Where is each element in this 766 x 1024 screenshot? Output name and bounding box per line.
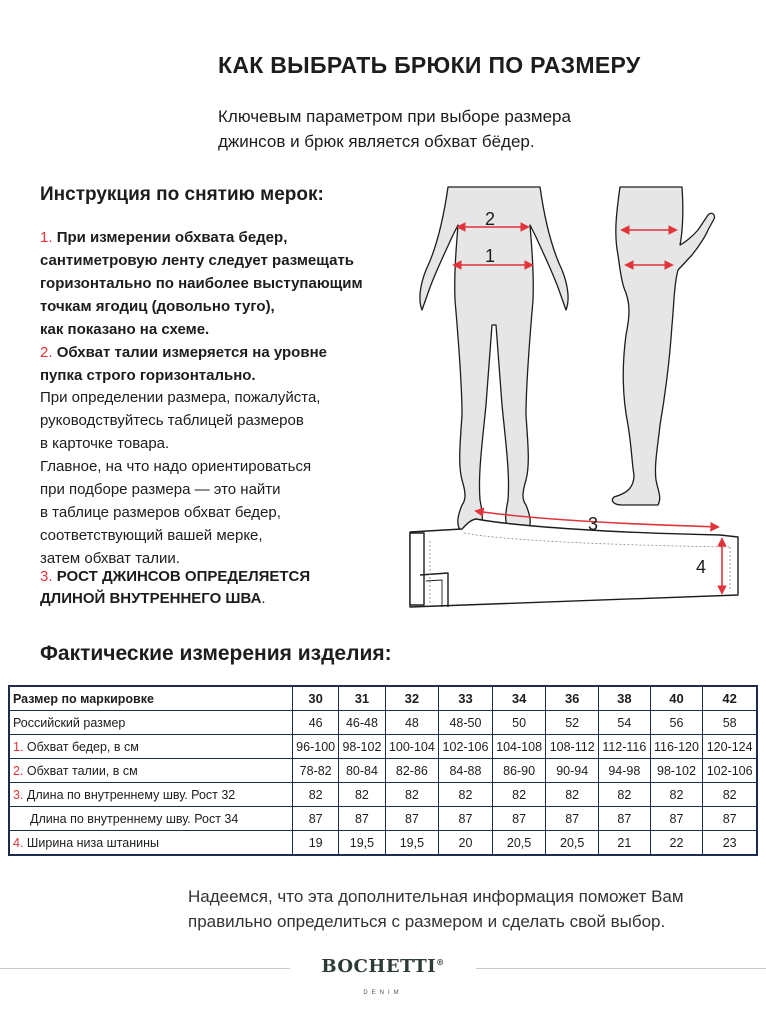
table-row [9,735,757,759]
table-cell: 82 [599,783,651,807]
table-cell: 52 [546,711,599,735]
closing-line: Надеемся, что эта дополнительная информация поможет Вам [188,887,684,906]
step-1-line: как показано на схеме. [40,321,210,338]
table-cell: 46-48 [339,711,385,735]
paragraph-line: в карточке товара. [40,435,170,452]
size-header: 42 [703,686,757,711]
step-1-line: 1. При измерении обхвата бедер, [40,229,288,246]
size-header: 33 [439,686,493,711]
table-cell: 82 [492,783,546,807]
row-number: 4. [13,835,24,850]
paragraph-line: при подборе размера — это найти [40,481,281,498]
table-cell: 82 [703,783,757,807]
table-cell: 94-98 [599,759,651,783]
table-cell: 87 [703,807,757,831]
table-cell: 100-104 [385,735,439,759]
step-1-line: точкам ягодиц (довольно туго), [40,298,275,315]
header-label: Размер по маркировке [9,686,293,711]
row-label: 3. Длина по внутреннему шву. Рост 32 [9,783,293,807]
step-3-note: 3. РОСТ ДЖИНСОВ ОПРЕДЕЛЯЕТСЯ ДЛИНОЙ ВНУТРЕННЕГО ШВА. [40,568,311,607]
size-header: 32 [385,686,439,711]
size-header: 34 [492,686,546,711]
table-row [9,831,757,856]
table-cell: 78-82 [293,759,339,783]
front-body-figure [420,187,568,530]
table-cell: 96-100 [293,735,339,759]
table-cell: 102-106 [703,759,757,783]
table-heading: Фактические измерения изделия: [40,642,392,665]
table-cell: 87 [492,807,546,831]
label-3: 3 [588,514,599,534]
closing-line: правильно определиться с размером и сделать свой выбор. [188,912,666,931]
paragraph-line: Главное, на что надо ориентироваться [40,458,312,475]
row-number: 3. [13,787,24,802]
label-2: 2 [485,209,496,229]
table-cell: 20,5 [492,831,546,856]
table-cell: 84-88 [439,759,493,783]
table-cell: 80-84 [339,759,385,783]
table-cell: 48-50 [439,711,493,735]
intro-line: Ключевым параметром при выборе размера [218,107,571,126]
table-cell: 98-102 [339,735,385,759]
table-cell: 56 [650,711,703,735]
table-cell: 87 [650,807,703,831]
row-label: Длина по внутреннему шву. Рост 34 [9,807,293,831]
paragraph-line: При определении размера, пожалуйста, [40,389,321,406]
paragraph-line: соответствующий вашей мерке, [40,527,263,544]
table-cell: 58 [703,711,757,735]
intro-line: джинсов и брюк является обхват бёдер. [218,132,535,151]
table-cell: 46 [293,711,339,735]
row-label: 1. Обхват бедер, в см [9,735,293,759]
table-cell: 116-120 [650,735,703,759]
table-cell: 82 [293,783,339,807]
table-cell: 82 [546,783,599,807]
step-1-line: горизонтально по наиболее выступающим [40,275,363,292]
jeans-flat-figure [410,519,738,607]
table-row [9,807,757,831]
table-cell: 86-90 [492,759,546,783]
brand-subtitle: DENIM [363,990,403,996]
measurement-steps [40,226,363,387]
instructions-heading: Инструкция по снятию мерок: [40,184,324,205]
paragraph-line: в таблице размеров обхват бедер, [40,504,281,521]
paragraph-line: руководствуйтесь таблицей размеров [40,412,304,429]
table-cell: 108-112 [546,735,599,759]
step-1-line: сантиметровую ленту следует размещать [40,252,355,269]
table-row [9,759,757,783]
size-header: 36 [546,686,599,711]
page-title: КАК ВЫБРАТЬ БРЮКИ ПО РАЗМЕРУ [218,52,641,78]
table-cell: 82 [385,783,439,807]
table-cell: 87 [293,807,339,831]
closing-note [188,884,684,934]
table-cell: 19,5 [339,831,385,856]
brand-logo: BOCHETTI® [290,956,476,977]
table-cell: 50 [492,711,546,735]
table-cell: 23 [703,831,757,856]
table-cell: 21 [599,831,651,856]
paragraph-line: затем обхват талии. [40,550,180,567]
row-label: 2. Обхват талии, в см [9,759,293,783]
table-cell: 87 [339,807,385,831]
step-2-line: 2. Обхват талии измеряется на уровне [40,344,327,361]
step-1-number: 1. [40,229,53,246]
size-header: 38 [599,686,651,711]
measurement-diagram [400,175,760,625]
row-label: Российский размер [9,711,293,735]
table-cell: 20,5 [546,831,599,856]
table-cell: 87 [385,807,439,831]
table-cell: 48 [385,711,439,735]
table-cell: 19 [293,831,339,856]
table-cell: 112-116 [599,735,651,759]
table-cell: 98-102 [650,759,703,783]
table-cell: 82 [650,783,703,807]
table-cell: 90-94 [546,759,599,783]
size-header: 40 [650,686,703,711]
size-header: 31 [339,686,385,711]
intro-text [218,104,668,154]
table-cell: 87 [439,807,493,831]
row-label: 4. Ширина низа штанины [9,831,293,856]
step-3-number: 3. [40,568,53,585]
table-cell: 104-108 [492,735,546,759]
table-row [9,711,757,735]
label-4: 4 [696,557,707,577]
table-cell: 20 [439,831,493,856]
side-body-figure [612,187,714,505]
table-cell: 82 [439,783,493,807]
step-2-number: 2. [40,344,53,361]
table-cell: 82 [339,783,385,807]
table-cell: 82-86 [385,759,439,783]
table-header-row [9,686,757,711]
label-1: 1 [485,246,496,266]
table-cell: 120-124 [703,735,757,759]
size-table [8,685,758,856]
table-row [9,783,757,807]
size-guidance-paragraph [40,386,320,570]
table-cell: 19,5 [385,831,439,856]
table-cell: 102-106 [439,735,493,759]
table-cell: 87 [546,807,599,831]
row-number: 1. [13,739,24,754]
step-2-line: пупка строго горизонтально. [40,367,256,384]
table-cell: 87 [599,807,651,831]
size-header: 30 [293,686,339,711]
table-cell: 54 [599,711,651,735]
row-number: 2. [13,763,24,778]
table-cell: 22 [650,831,703,856]
